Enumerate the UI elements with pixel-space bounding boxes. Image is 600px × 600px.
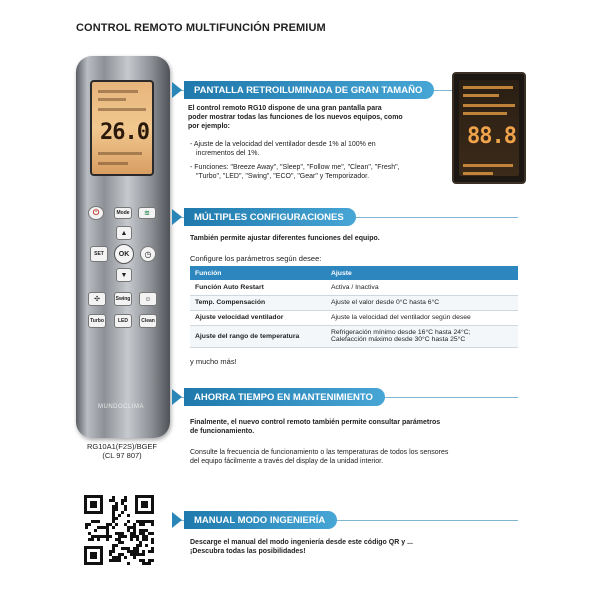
set-button: SET xyxy=(90,246,108,262)
remote-model-line1: RG10A1(F2S)/BGEF xyxy=(86,442,158,451)
mantenimiento-p2-l1: Consulte la frecuencia de funcionamiento o las temperaturas de todos los sensores xyxy=(190,449,449,456)
timer-button: ◷ xyxy=(140,246,156,262)
multiples-more: y mucho más! xyxy=(190,357,237,366)
table-row: Ajuste del rango de temperatura Refrigeración mínimo desde 16°C hasta 24°C; Calefacción máximo desde 30°C hasta 25°C xyxy=(190,325,518,347)
follow-me-button: ☺ xyxy=(139,292,157,306)
breeze-button: ✣ xyxy=(88,292,106,306)
fan-speed-button: ≋ xyxy=(138,207,156,219)
remote-control-image xyxy=(76,56,170,438)
arrow-icon xyxy=(172,82,182,98)
table-row: Ajuste velocidad ventilador Ajuste la velocidad del ventilador según desee xyxy=(190,310,518,325)
section-header-manual: MANUAL MODO INGENIERÍA xyxy=(172,511,337,529)
pantalla-intro-1: El control remoto RG10 dispone de una gran pantalla para xyxy=(188,105,382,112)
mantenimiento-p2-l2: del equipo fácilmente a través del display de la unidad interior. xyxy=(190,458,384,465)
ok-button: OK xyxy=(114,244,134,264)
pantalla-intro-3: por ejemplo: xyxy=(188,123,231,130)
page-title: CONTROL REMOTO MULTIFUNCIÓN PREMIUM xyxy=(76,22,326,34)
pantalla-bullet-2-l2: "Turbo", "LED", "Swing", "ECO", "Gear" y Temporizador. xyxy=(196,173,370,180)
multiples-configure: Configure los parámetros según desee: xyxy=(190,254,322,263)
arrow-icon xyxy=(172,209,182,225)
display-panel-image xyxy=(452,72,526,184)
display-digits: 88.8 xyxy=(467,124,516,149)
up-button: ▲ xyxy=(116,226,132,240)
section-header-mantenimiento: AHORRA TIEMPO EN MANTENIMIENTO xyxy=(172,388,385,406)
multiples-intro: También permite ajustar diferentes funciones del equipo. xyxy=(190,235,380,242)
table-header-ajuste: Ajuste xyxy=(326,266,518,280)
turbo-button: Turbo xyxy=(88,314,106,328)
remote-model-line2: (CL 97 807) xyxy=(102,451,142,460)
table-header-funcion: Función xyxy=(190,266,326,280)
power-button: ⏻ xyxy=(88,206,104,220)
table-row: Función Auto Restart Activa / Inactiva xyxy=(190,280,518,295)
mantenimiento-p1-l1: Finalmente, el nuevo control remoto también permite consultar parámetros xyxy=(190,419,441,426)
parameters-table xyxy=(190,266,518,348)
arrow-icon xyxy=(172,512,182,528)
remote-lcd-screen xyxy=(90,80,154,176)
direction-pad xyxy=(96,226,152,282)
mantenimiento-p1-l2: de funcionamiento. xyxy=(190,428,255,435)
section-header-multiples: MÚLTIPLES CONFIGURACIONES xyxy=(172,208,356,226)
remote-model-caption xyxy=(76,442,168,460)
pantalla-bullet-1-l2: incrementos del 1%. xyxy=(196,150,260,157)
pantalla-bullet-1-l1: - Ajuste de la velocidad del ventilador desde 1% al 100% en xyxy=(190,140,376,149)
pantalla-bullet-2-l1: - Funciones: "Breeze Away", "Sleep", "Follow me", "Clean", "Fresh", xyxy=(190,163,400,172)
manual-l2: ¡Descubra todas las posibilidades! xyxy=(190,548,306,555)
swing-button: Swing xyxy=(114,292,132,306)
section-header-pantalla: PANTALLA RETROILUMINADA DE GRAN TAMAÑO xyxy=(172,81,434,99)
remote-lcd-temperature: 26.0 xyxy=(100,120,149,145)
clean-button: Clean xyxy=(139,314,157,328)
down-button: ▼ xyxy=(116,268,132,282)
qr-code-image[interactable] xyxy=(84,495,154,565)
mode-button: Mode xyxy=(114,207,132,219)
pantalla-intro-2: poder mostrar todas las funciones de los nuevos equipos, como xyxy=(188,114,403,121)
table-row: Temp. Compensación Ajuste el valor desde 0°C hasta 6°C xyxy=(190,295,518,310)
brand-logo: MUNDOCLIMA xyxy=(98,404,145,410)
manual-l1: Descarge el manual del modo ingeniería desde este código QR y ... xyxy=(190,539,413,546)
led-button: LED xyxy=(114,314,132,328)
arrow-icon xyxy=(172,389,182,405)
